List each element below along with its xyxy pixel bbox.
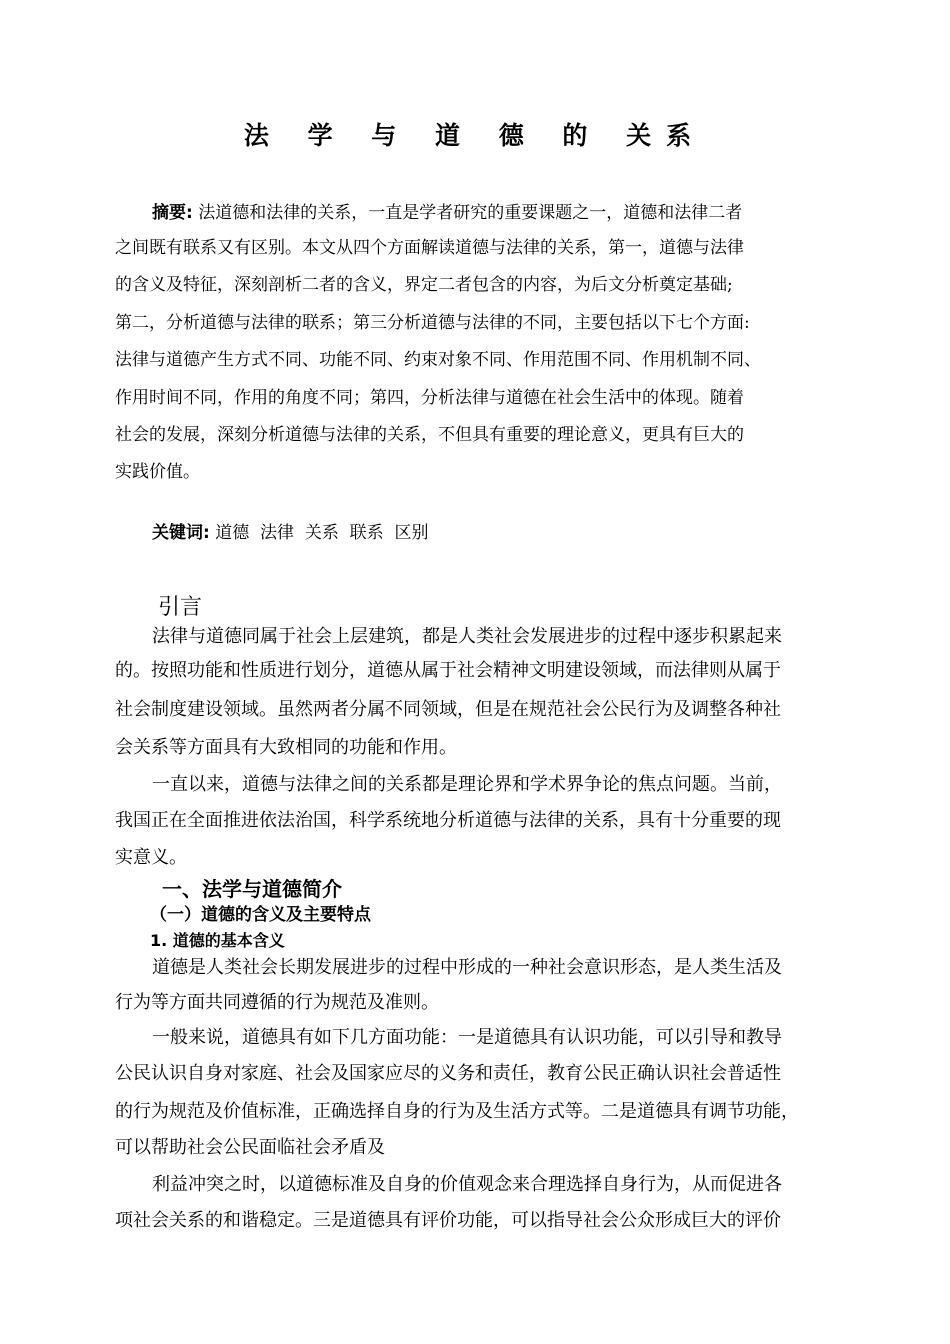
document-title: 法 学 与 道 德 的 关系: [243, 121, 707, 150]
keywords-line: [152, 521, 428, 545]
subsection-heading: （一）道德的含义及主要特点: [150, 905, 371, 925]
intro-line: 实意义。: [115, 847, 187, 868]
abstract-line: 第二，分析道德与法律的联系；第三分析道德与法律的不同，主要包括以下七个方面:: [115, 313, 750, 333]
intro-line: 社会制度建设领域。虽然两者分属不同领域，但是在规范社会公民行为及调整各种社: [115, 699, 781, 720]
body-line: 一般来说，道德具有如下几方面功能：一是道德具有认识功能，可以引导和教导: [152, 1027, 782, 1048]
abstract-first-text: 法道德和法律的关系，一直是学者研究的重要课题之一，道德和法律二者: [198, 203, 743, 223]
body-line: 行为等方面共同遵循的行为规范及准则。: [115, 992, 439, 1013]
body-line: 可以帮助社会公民面临社会矛盾及: [115, 1137, 385, 1158]
subsubsection-heading: 1. 道德的基本含义: [150, 931, 285, 950]
abstract-line: 社会的发展，深刻分析道德与法律的关系，不但具有重要的理论意义，更具有巨大的: [115, 425, 744, 445]
abstract-first-line: [152, 201, 742, 225]
abstract-line: 实践价值。: [115, 462, 200, 482]
intro-line: 会关系等方面具有大致相同的功能和作用。: [115, 737, 457, 758]
body-line: 公民认识自身对家庭、社会及国家应尽的义务和责任，教育公民正确认识社会普适性: [115, 1063, 781, 1084]
abstract-line: 的含义及特征，深刻剖析二者的含义，界定二者包含的内容，为后文分析奠定基础;: [115, 275, 733, 295]
intro-line: 的。按照功能和性质进行划分，道德从属于社会精神文明建设领域，而法律则从属于: [115, 660, 781, 681]
body-line: 项社会关系的和谐稳定。三是道德具有评价功能，可以指导社会公众形成巨大的评价: [115, 1210, 781, 1231]
keywords-value: 道德 法律 关系 联系 区别: [215, 523, 429, 543]
body-line: 的行为规范及价值标准，正确选择自身的行为及生活方式等。二是道德具有调节功能，: [115, 1101, 799, 1122]
intro-line: 一直以来，道德与法律之间的关系都是理论界和学术界争论的焦点问题。当前，: [152, 774, 782, 795]
abstract-line: 之间既有联系又有区别。本文从四个方面解读道德与法律的关系，第一，道德与法律: [115, 238, 744, 258]
intro-line: 法律与道德同属于社会上层建筑，都是人类社会发展进步的过程中逐步积累起来: [152, 626, 782, 647]
keywords-label: 关键词:: [152, 523, 210, 543]
abstract-line: 作用时间不同，作用的角度不同；第四，分析法律与道德在社会生活中的体现。随着: [115, 388, 744, 408]
abstract-label: 摘要:: [152, 203, 193, 223]
intro-heading: 引言: [158, 595, 203, 620]
abstract-line: 法律与道德产生方式不同、功能不同、约束对象不同、作用范围不同、作用机制不同、: [115, 350, 761, 370]
section-heading: 一、法学与道德简介: [162, 877, 342, 901]
body-line: 道德是人类社会长期发展进步的过程中形成的一种社会意识形态，是人类生活及: [152, 957, 782, 978]
intro-line: 我国正在全面推进依法治国，科学系统地分析道德与法律的关系，具有十分重要的现: [115, 810, 781, 831]
body-line: 利益冲突之时，以道德标准及自身的价值观念来合理选择自身行为，从而促进各: [152, 1174, 782, 1195]
